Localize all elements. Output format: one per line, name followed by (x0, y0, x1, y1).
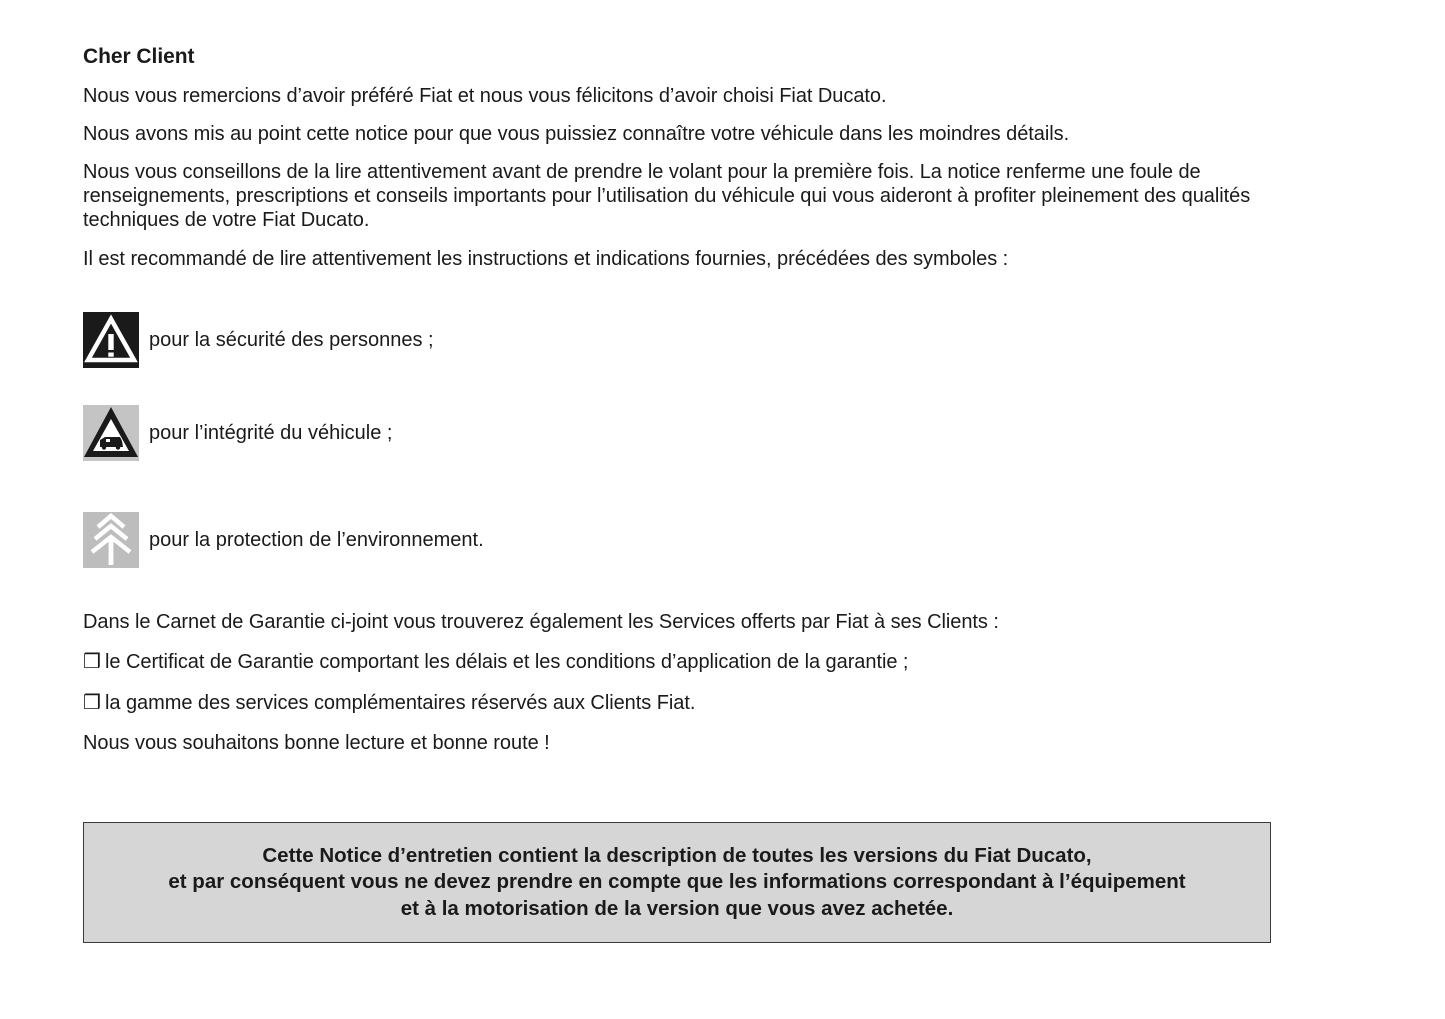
intro-paragraph-3: Nous vous conseillons de la lire attentivement avant de prendre le volant pour la première fois. La notice renferme une foule de renseignements, prescriptions et conseils importants pour l’utilisation du véhicule qui vous aideront à profiter pleinement des qualités techniques de votre Fiat Ducato. (83, 161, 1251, 231)
intro-paragraph-4: Il est recommandé de lire attentivement les instructions et indications fournies, précédées des symboles : (83, 248, 1009, 270)
services-item-text: le Certificat de Garantie comportant les délais et les conditions d’application de la garantie ; (105, 651, 909, 673)
symbol-row-persons (83, 312, 434, 368)
checkbox-bullet-icon: ❒ (83, 651, 101, 673)
warning-vehicle-icon (83, 405, 139, 461)
services-list-item (83, 691, 695, 715)
notice-line-1: Cette Notice d’entretien contient la description de toutes les versions du Fiat Ducato, (262, 843, 1092, 867)
intro-paragraph-1: Nous vous remercions d’avoir préféré Fiat et nous vous félicitons d’avoir choisi Fiat Ducato. (83, 85, 887, 107)
notice-line-2: et par conséquent vous ne devez prendre en compte que les informations correspondant à l’équipement (168, 870, 1186, 894)
services-list-item (83, 650, 908, 674)
intro-paragraph-2: Nous avons mis au point cette notice pour que vous puissiez connaître votre véhicule dans les moindres détails. (83, 123, 1070, 145)
symbol-label-environment: pour la protection de l’environnement. (149, 529, 484, 551)
symbol-label-persons: pour la sécurité des personnes ; (149, 329, 434, 351)
checkbox-bullet-icon: ❒ (83, 692, 101, 714)
environment-tree-icon (83, 512, 139, 568)
symbol-row-environment (83, 512, 484, 568)
services-intro: Dans le Carnet de Garantie ci-joint vous trouverez également les Services offerts par Fiat à ses Clients : (83, 611, 999, 633)
warning-person-icon (83, 312, 139, 368)
page-title: Cher Client (83, 45, 195, 68)
symbol-row-vehicle (83, 405, 392, 461)
notice-box (83, 822, 1271, 943)
closing-line: Nous vous souhaitons bonne lecture et bonne route ! (83, 732, 550, 754)
notice-line-3: et à la motorisation de la version que vous avez achetée. (400, 896, 954, 920)
symbol-label-vehicle: pour l’intégrité du véhicule ; (149, 422, 393, 444)
services-item-text: la gamme des services complémentaires réservés aux Clients Fiat. (105, 692, 696, 714)
